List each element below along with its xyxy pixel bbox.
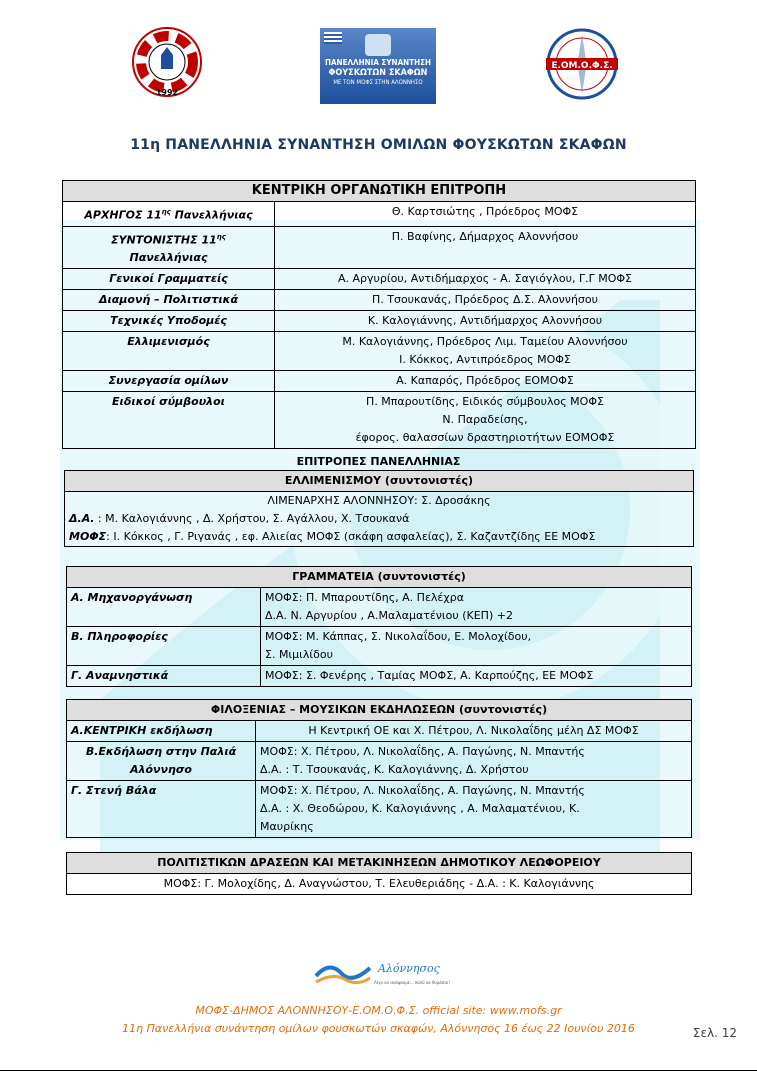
culture-header: ΠΟΛΙΤΙΣΤΙΚΩΝ ΔΡΑΣΕΩΝ ΚΑΙ ΜΕΤΑΚΙΝΗΣΕΩΝ ΔΗΜΟΤΙΚΟΥ ΛΕΩΦΟΡΕΙΟΥ [67,853,692,874]
label-cell: Β.Εκδήλωση στην Παλιά Αλόννησο [67,742,256,781]
mofs-logo [127,25,207,100]
label-cell: Α. Μηχανοργάνωση [67,588,261,627]
value-cell: Π. Μπαρουτίδης, Ειδικός σύμβουλος ΜΟΦΣ Ν. Παραδείσης, έφορος. θαλασσίων δραστηριοτήτων ΕΟΜΟΦΣ [275,392,696,449]
label-cell: Β. Πληροφορίες [67,627,261,666]
culture-body: ΜΟΦΣ: Γ. Μολοχίδης, Δ. Αναγνώστου, Τ. Ελευθεριάδης - Δ.Α. : Κ. Καλογιάννης [67,874,692,895]
value-cell: Α. Καπαρός, Πρόεδρος ΕΟΜΟΦΣ [275,371,696,392]
page-title: 11η ΠΑΝΕΛΛΗΝΙΑ ΣΥΝΑΝΤΗΣΗ ΟΜΙΛΩΝ ΦΟΥΣΚΩΤΩΝ ΣΚΑΦΩΝ [130,137,627,153]
mooring-header: ΕΛΛΙΜΕΝΙΣΜΟΥ (συντονιστές) [65,471,694,492]
mooring-body: ΛΙΜΕΝΑΡΧΗΣ ΑΛΟΝΝΗΣΟΥ: Σ. Δροσάκης Δ.Α. : Μ. Καλογιάννης , Δ. Χρήστου, Σ. Αγάλλου, Χ. Τσουκανά ΜΟΦΣ: Ι. Κόκκος , Γ. Ριγανάς , εφ. Αλιείας ΜΟΦΣ (σκάφη ασφαλείας), Σ. Καζαντζίδης ΕΕ ΜΟΦΣ [65,492,694,547]
role-cell: Συνεργασία ομίλων [63,371,275,392]
label-cell: Γ. Αναμνηστικά [67,666,261,687]
table-row [67,588,692,627]
value-cell: ΜΟΦΣ: Μ. Κάππας, Σ. Νικολαΐδου, Ε. Μολοχίδου, Σ. Μιμιλίδου [261,627,692,666]
svg-text:Ε.ΟΜ.Ο.Φ.Σ.: Ε.ΟΜ.Ο.Φ.Σ. [551,61,613,71]
alonissos-logo: Αλόννησος Λίγο να ανάψουμε... πολύ να θυμάσαι! [310,948,450,996]
bottom-rule [0,1070,757,1071]
table-row [67,721,692,742]
role-cell: ΣΥΝΤΟΝΙΣΤΗΣ $11^{\eta\varsigma}$ Πανελλήνιας [63,226,275,269]
events-table [66,699,692,838]
table-row [63,311,696,332]
value-cell: Η Κεντρική ΟΕ και Χ. Πέτρου, Λ. Νικολαΐδης μέλη ΔΣ ΜΟΦΣ [256,721,692,742]
value-cell: ΜΟΦΣ: Π. Μπαρουτίδης, Α. Πελέχρα Δ.Α. Ν. Αργυρίου , Α.Μαλαματένιου (ΚΕΠ) +2 [261,588,692,627]
svg-text:1992: 1992 [155,88,179,97]
table-row [63,392,696,449]
table-row [63,332,696,371]
committees-title: ΕΠΙΤΡΟΠΕΣ ΠΑΝΕΛΛΗΝΙΑΣ [296,455,461,468]
page-number: Σελ. 12 [692,1026,737,1040]
culture-table [66,852,692,895]
table-row [67,627,692,666]
table-row [63,290,696,311]
value-cell: Μ. Καλογιάννης, Πρόεδρος Λιμ. Ταμείου Αλοννήσου Ι. Κόκκος, Αντιπρόεδρος ΜΟΦΣ [275,332,696,371]
role-cell: Ειδικοί σύμβουλοι [63,392,275,449]
secretariat-header: ΓΡΑΜΜΑΤΕΙΑ (συντονιστές) [67,567,692,588]
label-cell: Α.ΚΕΝΤΡΙΚΗ εκδήλωση [67,721,256,742]
footer-line-2: 11η Πανελλήνια συνάντηση ομίλων φουσκωτών σκαφών, Αλόννησος 16 έως 22 Ιουνίου 2016 [122,1022,635,1035]
label-cell: Γ. Στενή Βάλα [67,781,256,838]
value-cell: ΜΟΦΣ: Χ. Πέτρου, Λ. Νικολαΐδης, Α. Παγώνης, Ν. Μπαντής Δ.Α. : Τ. Τσουκανάς, Κ. Καλογιάννης, Δ. Χρήστου [256,742,692,781]
table-row [63,269,696,290]
footer-line-1: ΜΟΦΣ-ΔΗΜΟΣ ΑΛΟΝΝΗΣΟΥ-Ε.ΟΜ.Ο.Φ.Σ. official site: www.mofs.gr [195,1004,562,1017]
event-banner-logo: ΠΑΝΕΛΛΗΝΙΑ ΣΥΝΑΝΤΗΣΗ ΦΟΥΣΚΩΤΩΝ ΣΚΑΦΩΝ ΜΕ ΤΟΝ ΜΟΦΣ ΣΤΗΝ ΑΛΟΝΝΗΣΟ [320,28,436,104]
secretariat-table [66,566,692,687]
table-row [63,226,696,269]
eomofs-logo [540,26,625,104]
value-cell: Π. Τσουκανάς, Πρόεδρος Δ.Σ. Αλοννήσου [275,290,696,311]
table-row [63,371,696,392]
value-cell: Α. Αργυρίου, Αντιδήμαρχος - Α. Σαγιόγλου, Γ.Γ ΜΟΦΣ [275,269,696,290]
table-row [63,202,696,227]
committee-header: ΚΕΝΤΡΙΚΗ ΟΡΓΑΝΩΤΙΚΗ ΕΠΙΤΡΟΠΗ [63,181,696,202]
value-cell: Κ. Καλογιάννης, Αντιδήμαρχος Αλοννήσου [275,311,696,332]
value-cell: Π. Βαφίνης, Δήμαρχος Αλοννήσου [275,226,696,269]
table-row [67,666,692,687]
mooring-table [64,470,694,547]
table-row [67,742,692,781]
role-cell: Γενικοί Γραμματείς [63,269,275,290]
central-committee-table [62,180,696,449]
events-header: ΦΙΛΟΞΕΝΙΑΣ – ΜΟΥΣΙΚΩΝ ΕΚΔΗΛΩΣΕΩΝ (συντονιστές) [67,700,692,721]
value-cell: Θ. Καρτσιώτης , Πρόεδρος ΜΟΦΣ [275,202,696,227]
role-cell: Ελλιμενισμός [63,332,275,371]
role-cell: Τεχνικές Υποδομές [63,311,275,332]
role-cell: ΑΡΧΗΓΟΣ $11^{\eta\varsigma}$ Πανελλήνιας [63,202,275,227]
value-cell: ΜΟΦΣ: Χ. Πέτρου, Λ. Νικολαΐδης, Α. Παγώνης, Ν. Μπαντής Δ.Α. : Χ. Θεοδώρου, Κ. Καλογιάννης , Α. Μαλαματένιου, Κ. Μαυρίκης [256,781,692,838]
role-cell: Διαμονή – Πολιτιστικά [63,290,275,311]
value-cell: ΜΟΦΣ: Σ. Φενέρης , Ταμίας ΜΟΦΣ, Α. Καρπούζης, ΕΕ ΜΟΦΣ [261,666,692,687]
table-row [67,781,692,838]
